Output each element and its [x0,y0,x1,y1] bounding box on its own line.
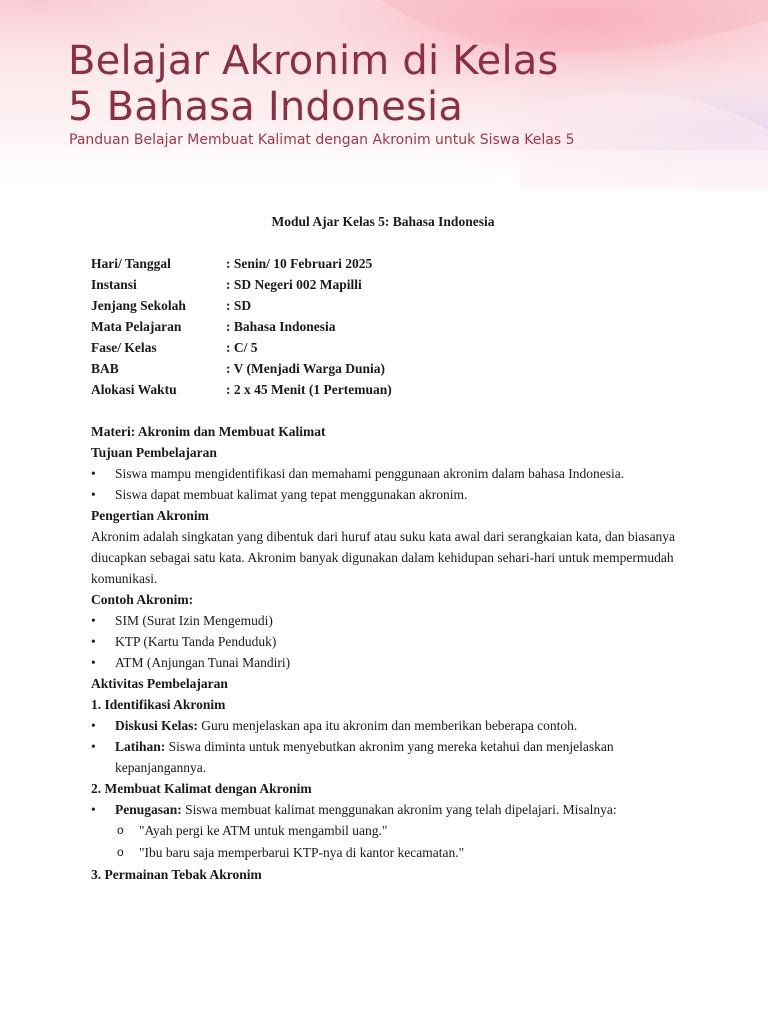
example-sentence [115,820,681,842]
example-sentence [115,842,681,864]
step2-heading: 2. Membuat Kalimat dengan Akronim [91,781,312,796]
contoh-list [91,610,681,673]
step3-heading: 3. Permainan Tebak Akronim [91,867,262,882]
list-item-label: Diskusi Kelas: [115,718,198,733]
list-item-text: SIM (Surat Izin Mengemudi) [115,613,273,628]
tujuan-heading: Tujuan Pembelajaran [91,445,217,460]
tujuan-list [91,463,681,505]
list-item-label: Penugasan: [115,802,182,817]
title-line-2: 5 Bahasa Indonesia [68,84,464,130]
bullet-icon: • [91,655,96,670]
pengertian-paragraph: Akronim adalah singkatan yang dibentuk dari huruf atau suku kata awal dari serangkaian kata, dan biasanya diucapkan sebagai satu kata. Akronim banyak digunakan dalam kehidupan sehari-hari untuk mempermudah komunikasi. [91,529,676,586]
bullet-icon: • [91,487,96,502]
page-subtitle: Panduan Belajar Membuat Kalimat dengan Akronim untuk Siswa Kelas 5 [69,132,575,148]
circle-bullet-icon: o [117,823,124,837]
document-body [91,211,681,885]
meta-row-phase-class [91,337,681,358]
meta-value: : C/ 5 [226,340,258,355]
meta-label: Hari/ Tanggal [91,256,171,271]
meta-label: Jenjang Sekolah [91,298,186,313]
step1-heading: 1. Identifikasi Akronim [91,697,226,712]
list-item-text: Siswa dapat membuat kalimat yang tepat menggunakan akronim. [115,487,468,502]
meta-value: : 2 x 45 Menit (1 Pertemuan) [226,382,392,397]
bullet-icon: • [91,718,96,733]
meta-value: : SD Negeri 002 Mapilli [226,277,362,292]
list-item-text: KTP (Kartu Tanda Penduduk) [115,634,277,649]
meta-label: Mata Pelajaran [91,319,182,334]
example-sentence-text: "Ibu baru saja memperbarui KTP-nya di kantor kecamatan." [139,845,465,860]
list-item [91,610,681,631]
aktivitas-heading: Aktivitas Pembelajaran [91,676,228,691]
meta-row-time-allocation [91,379,681,400]
example-sentences-list [91,820,681,864]
circle-bullet-icon: o [117,845,124,859]
meta-row-institution [91,274,681,295]
bullet-icon: • [91,739,96,754]
meta-value: : Senin/ 10 Februari 2025 [226,256,373,271]
list-item [91,715,681,736]
meta-row-date [91,253,681,274]
metadata-table [91,253,681,400]
materi-heading: Materi: Akronim dan Membuat Kalimat [91,424,326,439]
pengertian-heading: Pengertian Akronim [91,508,209,523]
step2-list [91,799,681,820]
list-item [91,631,681,652]
example-sentence-text: "Ayah pergi ke ATM untuk mengambil uang." [139,823,388,838]
list-item-text: Guru menjelaskan apa itu akronim dan memberikan beberapa contoh. [197,718,578,733]
bullet-icon: • [91,634,96,649]
header-banner [0,0,768,190]
list-item-text: Siswa mampu mengidentifikasi dan memahami penggunaan akronim dalam bahasa Indonesia. [115,466,625,481]
list-item [91,484,681,505]
meta-label: Fase/ Kelas [91,340,157,355]
contoh-heading: Contoh Akronim: [91,592,194,607]
step1-list [91,715,681,778]
meta-row-chapter [91,358,681,379]
list-item-text: Siswa diminta untuk menyebutkan akronim yang mereka ketahui dan menjelaskan kepanjangannya. [115,739,614,775]
list-item-text: Siswa membuat kalimat menggunakan akronim yang telah dipelajari. Misalnya: [181,802,617,817]
bullet-icon: • [91,802,96,817]
meta-row-school-level [91,295,681,316]
bullet-icon: • [91,466,96,481]
list-item-label: Latihan: [115,739,166,754]
bullet-icon: • [91,613,96,628]
list-item [91,736,681,778]
meta-label: Instansi [91,277,137,292]
list-item [91,799,681,820]
list-item [91,463,681,484]
meta-label: BAB [91,361,119,376]
meta-value: : Bahasa Indonesia [226,319,336,334]
page-title [68,38,748,130]
list-item [91,652,681,673]
document-title: Modul Ajar Kelas 5: Bahasa Indonesia [271,214,495,229]
title-line-1: Belajar Akronim di Kelas [68,38,559,84]
meta-row-subject [91,316,681,337]
list-item-text: ATM (Anjungan Tunai Mandiri) [115,655,291,670]
meta-label: Alokasi Waktu [91,382,177,397]
meta-value: : V (Menjadi Warga Dunia) [226,361,386,376]
meta-value: : SD [226,298,252,313]
